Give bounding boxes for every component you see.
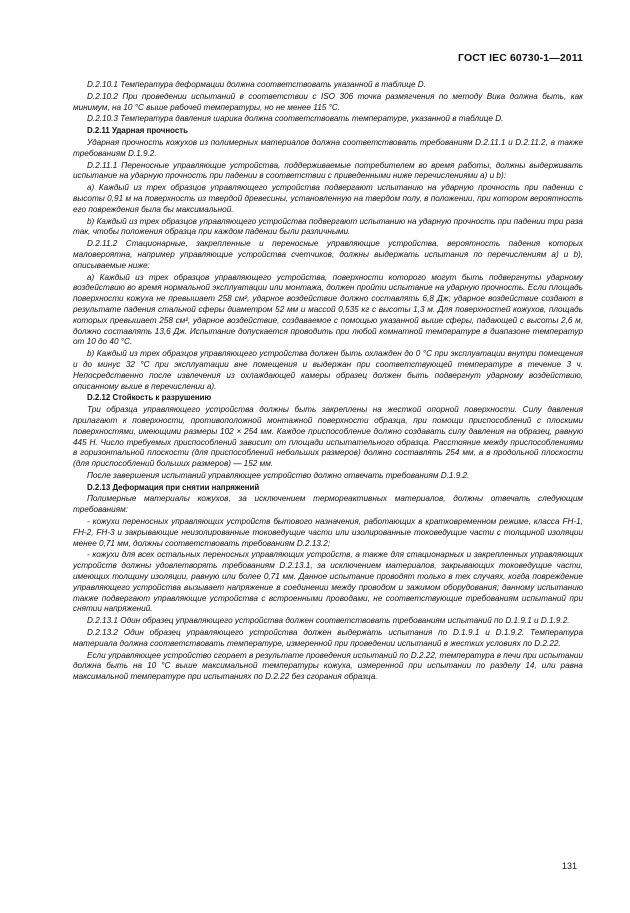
paragraph: a) Каждый из трех образцов управляющего устройства подвергают испытанию на ударную прочность при падении с высоты 0,91 м на поверхность из твердой древесины, установленную на твердом полу, в положении, при котором вероятность его повреждения была бы максимальной. <box>73 183 583 214</box>
section-heading: D.2.11 Ударная прочность <box>87 126 188 136</box>
paragraph: D.2.10.3 Температура давления шарика должна соответствовать температуре, указанной в таблице D. <box>87 114 504 124</box>
paragraph: a) Каждый из трех образцов управляющего устройства, поверхности которого могут быть подвергнуты ударному воздействию во время нормальной эксплуатации или монтажа, должен пройти испытание на ударную прочность. Если площадь поверхности кожуха не превышает 258 см², ударное воздействие должно составлять 6,8 Дж; ударное воздействие создают в результате падения стальной сферы диаметром 52 мм и массой 0,535 кг с высоты 1,3 м. Для поверхностей кожухов, площадь которых превышает 258 см², ударное воздействие, создаваемое с помощью указанной выше сферы, падающей с высоты 2,6 м, должно составлять 13,6 Дж. Испытание допускается проводить при любой комнатной температуре в диапазоне температур от 10 до 40 °С. <box>73 272 583 347</box>
section-heading: D.2.13 Деформация при снятии напряжений <box>87 482 260 492</box>
section-heading: D.2.12 Стойкость к разрушению <box>87 393 212 403</box>
paragraph: D.2.11.1 Переносные управляющие устройства, поддерживаемые потребителем во время работы, должны выдерживать испытание на ударную прочность при падении в соответствии с приведенными ниже перечислениями а) и b): <box>73 160 583 181</box>
page-number: 131 <box>561 861 577 871</box>
paragraph: D.2.10.2 При проведении испытаний в соответствии с ISO 306 точка размягчения по методу Вика должна быть, как минимум, на 10 °С выше рабочей температуры, но не менее 115 °С. <box>73 91 583 112</box>
paragraph: Полимерные материалы кожухов, за исключением термореактивных материалов, должны отвечать следующим требованиям: <box>73 494 583 515</box>
paragraph: D.2.11.2 Стационарные, закрепленные и переносные управляющие устройства, вероятность падения которых маловероятна, например управляющие устройства счетчиков, должны выдержать испытания по перечислениям а) и b), описываемые ниже: <box>73 239 583 270</box>
paragraph: D.2.13.2 Один образец управляющего устройства должен выдержать испытания по D.1.9.1 и D.1.9.2. Температура материала должна соответствовать температуре, измеренной при проведении испытаний в жестких условиях по D.2.22. <box>73 628 583 648</box>
paragraph: - кожухи для всех остальных переносных управляющих устройств, а также для стационарных и закрепленных управляющих устройств должны удовлетворять требованиям D.2.13.1, за исключением материалов, закрывающих токоведущие части, имеющих толщину изоляции, равную или более 0,71 мм. Данное испытание проводят только в тех случаях, когда повреждение управляющего устройства вызывает напряжение в соединении между проводом и зажимом оборудования; данному испытанию также подвергают управляющие устройства с встроенными проводами, не соответствующие требованиям испытаний при снятии напряжений. <box>73 550 583 614</box>
paragraph: - кожухи переносных управляющих устройств бытового назначения, работающих в кратковременном режиме, класса FH-1, FH-2, FH-3 и закрывающие неизолированные токоведущие части или изолированные токоведущие части с толщиной изоляции менее 0,71 мм, должны соответствовать требованиям D.2.13.2; <box>73 517 583 548</box>
paragraph: b) Каждый из трех образцов управляющего устройства должен быть охлажден до 0 °С при эксплуатации внутри помещения и до минус 32 °С при эксплуатации вне помещения и выдержан при соответствующей температуре в течение 3 ч. Непосредственно после извлечения из охлаждающей камеры образец должен быть подвергнут ударному воздействию, описанному выше в перечислении а). <box>73 349 583 391</box>
standard-header: ГОСТ IEC 60730-1—2011 <box>458 52 583 64</box>
paragraph: b) Каждый из трех образцов управляющего устройства подвергают испытанию на ударную прочность при падении три раза так, чтобы положения образца при каждом падении были различными. <box>73 216 583 237</box>
paragraph: Ударная прочность кожухов из полимерных материалов должна соответствовать требованиям D.2.11.1 и D.2.11.2, а также требованиям D.1.9.2. <box>73 137 583 158</box>
paragraph: D.2.10.1 Температура деформации должна соответствовать указанной в таблице D. <box>87 80 426 89</box>
paragraph: Если управляющее устройство сгорает в результате проведения испытаний по D.2.22, температура в печи при испытании должна быть на 10 °С выше максимальной температуры кожуха, измеренной при испытании по разделу 14, или равна максимальной температуре при испытаниях по D.2.22 без сгорания образца. <box>73 650 583 682</box>
paragraph: После завершения испытаний управляющее устройство должно отвечать требованиям D.1.9.2. <box>87 470 470 480</box>
document-body <box>73 80 583 684</box>
paragraph: Три образца управляющего устройства должны быть закреплены на жесткой опорной поверхности. Силу давления прилагают к поверхности, противоположной монтажной поверхности образца, при помощи приспособлений с плоскими поверхностями, имеющими размеры 102 × 254 мм. Каждое приспособление должно создавать силу давления на образец, равную 445 Н. Число требуемых приспособлений зависит от площади испытательного образца. Расстояние между приспособлениями в горизонтальной плоскости (для приспособлений небольших размеров) должно составлять 254 мм, а в продольной плоскости (для приспособлений больших размеров) — 152 мм. <box>73 405 583 469</box>
paragraph: D.2.13.1 Один образец управляющего устройства должен соответствовать требованиям испытаний по D.1.9.1 и D.1.9.2. <box>87 616 570 626</box>
